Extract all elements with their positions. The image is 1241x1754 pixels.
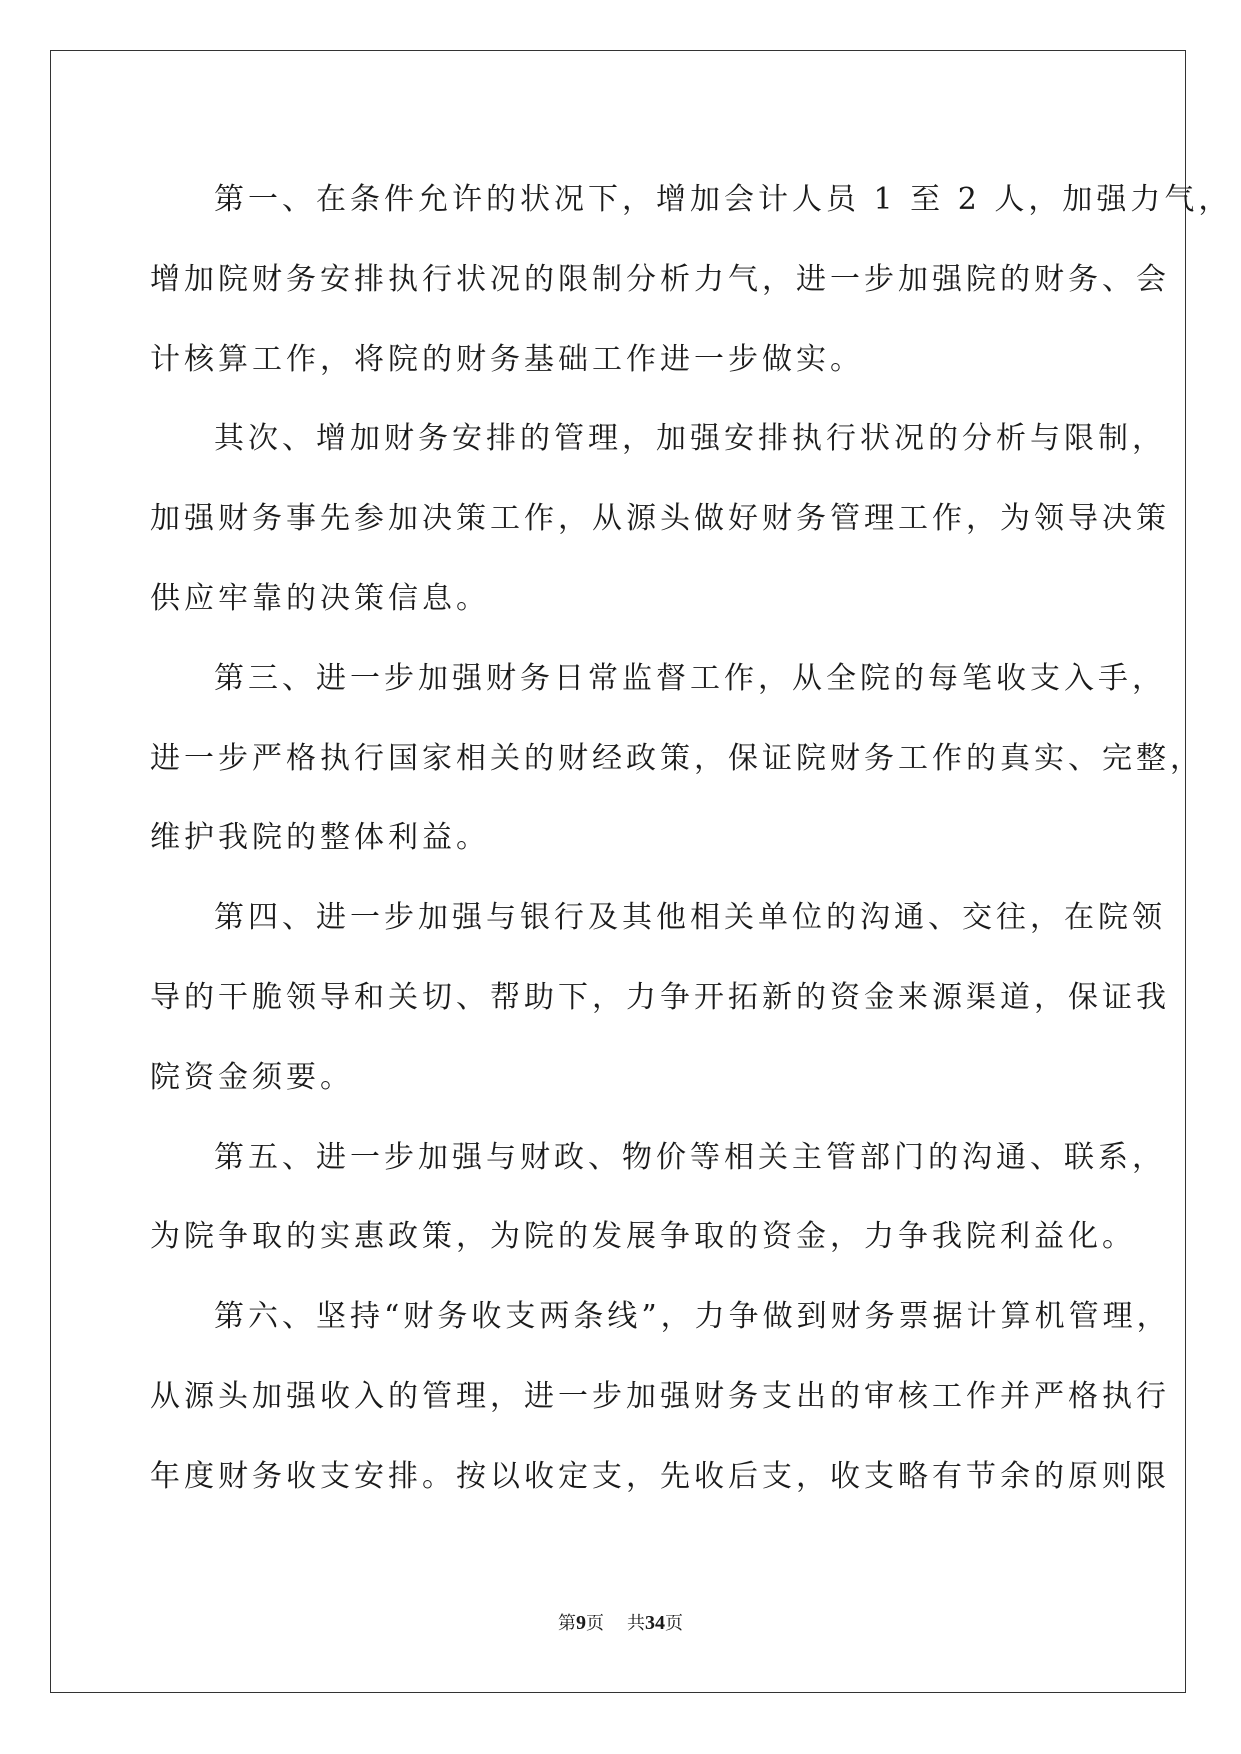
text-line: 计核算工作，将院的财务基础工作进一步做实。 [150, 341, 864, 377]
text-line: 进一步严格执行国家相关的财经政策，保证院财务工作的真实、完整， [150, 740, 1204, 776]
text-line: 第一、在条件允许的状况下，增加会计人员 1 至 2 人，加强力气， [214, 182, 1233, 217]
document-body [150, 160, 1233, 1517]
total-prefix: 共 [626, 1613, 645, 1634]
text-line: 加强财务事先参加决策工作，从源头做好财务管理工作，为领导决策 [150, 501, 1170, 537]
text-line: 为院争取的实惠政策，为院的发展争取的资金，力争我院利益化。 [150, 1219, 1136, 1255]
text-line: 年度财务收支安排。按以收定支，先收后支，收支略有节余的原则限 [150, 1458, 1170, 1494]
text-line: 第六、坚持“财务收支两条线”，力争做到财务票据计算机管理， [214, 1299, 1171, 1335]
page-prefix: 第 [558, 1613, 577, 1634]
text-line: 增加院财务安排执行状况的限制分析力气，进一步加强院的财务、会 [150, 261, 1170, 297]
text-line: 院资金须要。 [150, 1059, 354, 1095]
total-suffix: 页 [664, 1613, 683, 1634]
page-number: 9 [576, 1612, 587, 1634]
text-line: 第五、进一步加强与财政、物价等相关主管部门的沟通、联系， [214, 1139, 1166, 1175]
text-line: 供应牢靠的决策信息。 [150, 580, 490, 616]
text-line: 第三、进一步加强财务日常监督工作，从全院的每笔收支入手， [214, 660, 1166, 696]
text-line: 维护我院的整体利益。 [150, 820, 490, 856]
total-pages: 34 [644, 1612, 665, 1634]
page-footer [0, 1609, 1241, 1635]
text-line: 从源头加强收入的管理，进一步加强财务支出的审核工作并严格执行 [150, 1378, 1170, 1414]
page-suffix: 页 [586, 1613, 605, 1634]
text-line: 其次、增加财务安排的管理，加强安排执行状况的分析与限制， [214, 421, 1166, 457]
text-line: 导的干脆领导和关切、帮助下，力争开拓新的资金来源渠道，保证我 [150, 979, 1170, 1015]
text-line: 第四、进一步加强与银行及其他相关单位的沟通、交往，在院领 [214, 900, 1166, 936]
